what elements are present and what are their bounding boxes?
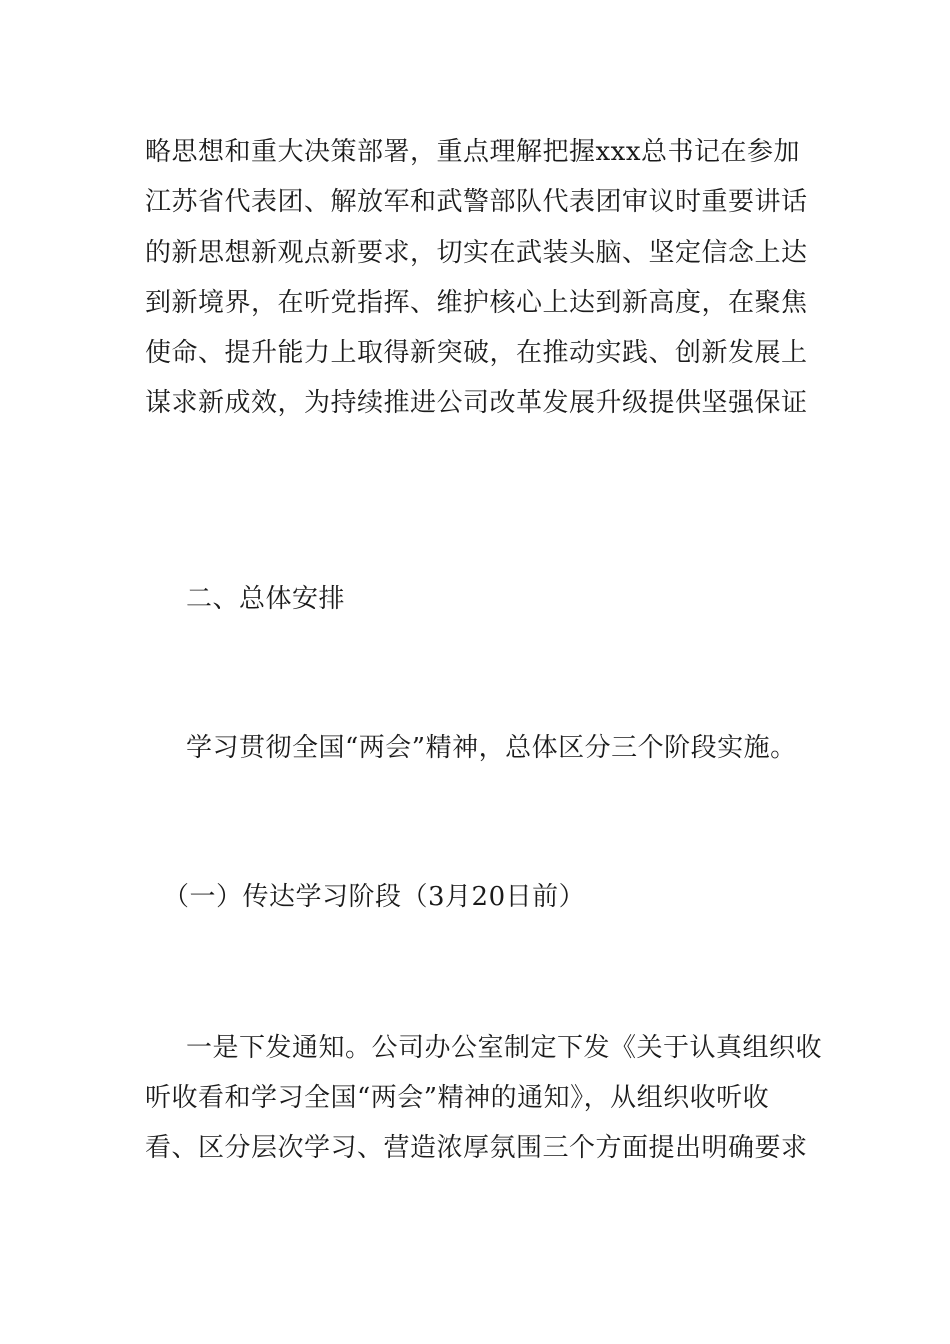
intro-paragraph: 学习贯彻全国“两会”精神，总体区分三个阶段实施。: [186, 733, 797, 763]
paragraph-line: 使命、提升能力上取得新突破，在推动实践、创新发展上: [145, 338, 808, 368]
paragraph-line: 江苏省代表团、解放军和武警部队代表团审议时重要讲话: [145, 187, 808, 217]
paragraph-line: 略思想和重大决策部署，重点理解把握xxx总书记在参加: [145, 137, 800, 167]
paragraph-line: 看、区分层次学习、营造浓厚氛围三个方面提出明确要求: [145, 1133, 808, 1163]
paragraph-line: 谋求新成效，为持续推进公司改革发展升级提供坚强保证: [145, 388, 808, 418]
subsection-heading: （一）传达学习阶段（3月20日前）: [163, 882, 586, 912]
section-heading: 二、总体安排: [186, 584, 346, 614]
paragraph-line: 听收看和学习全国“两会”精神的通知》，从组织收听收: [145, 1083, 770, 1113]
paragraph-line: 一是下发通知。公司办公室制定下发《关于认真组织收: [186, 1033, 823, 1063]
paragraph-line: 到新境界，在听党指挥、维护核心上达到新高度，在聚焦: [145, 288, 808, 318]
paragraph-line: 的新思想新观点新要求，切实在武装头脑、坚定信念上达: [145, 238, 808, 268]
